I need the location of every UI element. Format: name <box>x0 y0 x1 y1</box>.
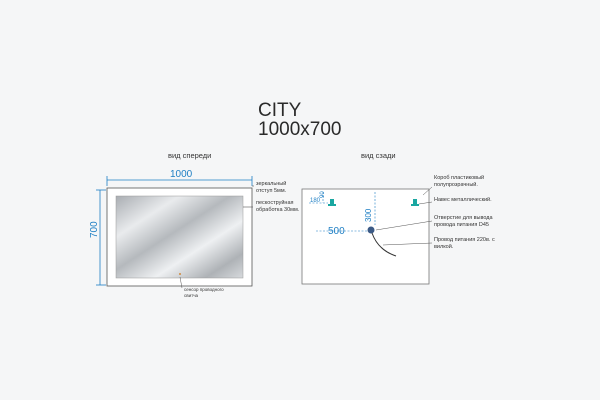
product-size: 1000x700 <box>258 119 342 140</box>
wire-hole-icon <box>368 227 375 234</box>
note-wire: Провод питания 220в. с вилкой. <box>434 237 495 250</box>
note-sensor: сенсор проводного свитча <box>184 287 224 298</box>
note-sandblast: пескоструйная обработка 30мм. <box>256 200 300 213</box>
hook-vertical-label: 90 <box>320 191 326 198</box>
front-height-label: 700 <box>89 221 100 238</box>
back-height-label: 300 <box>364 208 373 222</box>
note-hook: Навес металлический. <box>434 197 492 203</box>
front-view-label: вид спереди <box>168 151 212 160</box>
sensor-dot <box>179 273 181 275</box>
back-offset-label: 500 <box>328 226 345 237</box>
note-hole: Отверстие для вывода провода питания D45 <box>434 215 493 228</box>
note-box: Короб пластиковый полупрозрачный. <box>434 175 485 188</box>
front-width-label: 1000 <box>170 169 193 180</box>
product-title: CITY <box>258 100 302 121</box>
front-mirror-glass <box>116 196 243 278</box>
back-view-label: вид сзади <box>361 151 396 160</box>
hook-horizontal-label: 180 <box>310 198 321 204</box>
note-bevel: зеркальный отступ 5мм. <box>256 181 287 194</box>
